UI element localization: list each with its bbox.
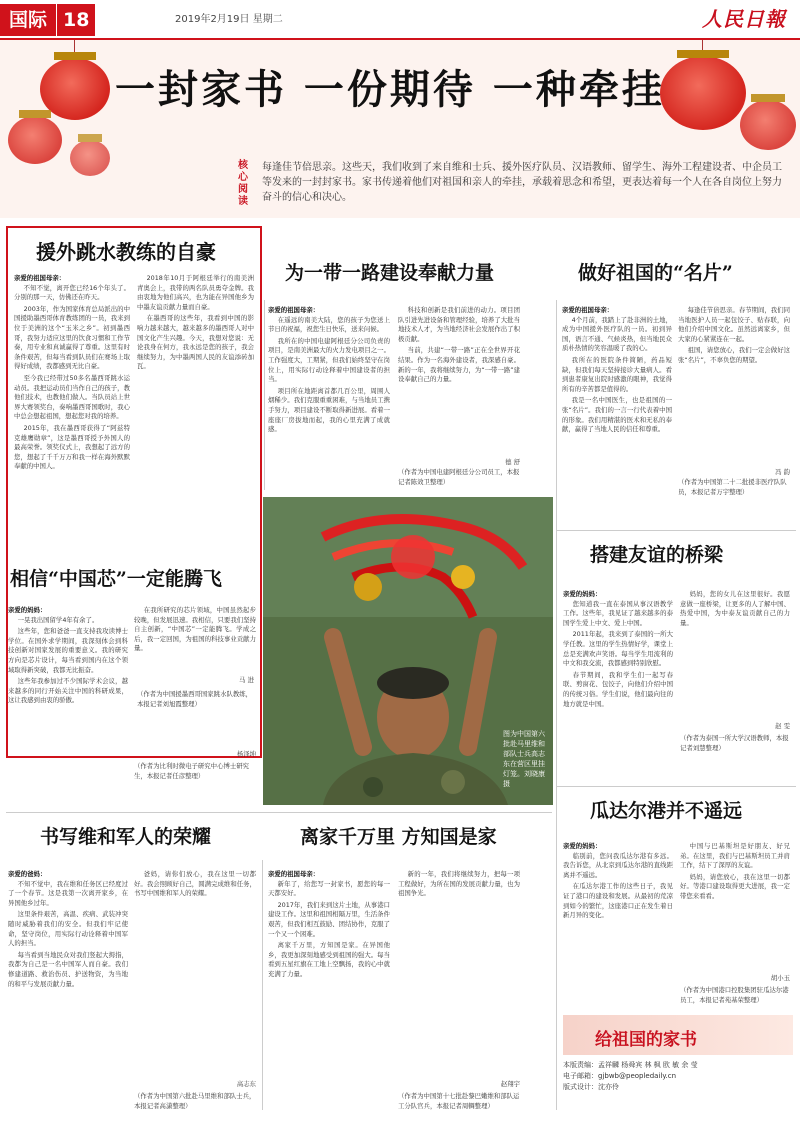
headline-a8: 瓜达尔港并不遥远 [590, 800, 743, 822]
paragraph: 当前，共建“一带一路”正在全世界开花结果。作为一名海外建设者，我深感自豪。新的一年，我将继续努力，为“一带一路”建设奉献自己的力量。 [398, 346, 520, 384]
paragraph: 2018年10月于阿根廷举行的南美洲青奥会上，我带的两名队员勇夺金牌。我由衷地为他们高兴，也为能在异国他乡为中墨友谊贡献力量而自豪。 [137, 274, 254, 311]
article-a3-col2 [678, 306, 790, 468]
paragraph: 每当看到当地民众对我们竖起大拇指，我都为自己是一名中国军人而自豪。我们修建道路、救治伤员、护送物资，为当地的和平与发展贡献力量。 [8, 950, 128, 988]
author-note: （作者为中国港口控股集团驻瓜达尔港员工，本报记者苑基荣整理） [680, 986, 789, 1004]
article-a8-col1 [563, 842, 673, 1012]
salutation: 亲爱的妈妈： [8, 606, 47, 614]
headline-a5: 搭建友谊的桥梁 [590, 544, 724, 566]
paragraph: 每逢佳节倍思亲。春节期间，我们同当地医护人员一起包饺子、贴春联，向他们介绍中国文化。虽然远离家乡，但大家的心紧紧连在一起。 [678, 306, 790, 343]
paragraph: 2003年，作为国家体育总局派出的中国援助墨西哥体育教练团的一员，我来到位于美洲的这个“玉米之乡”。初到墨西哥，我努力适应这里的饮食习惯和工作节奏，用专业和真诚赢得了尊重。这里有时条件艰苦，但每当看到队员们在赛场上取得好成绩，我都感到无比自豪。 [14, 304, 130, 371]
row-divider [6, 812, 552, 813]
issue-date: 2019年2月19日 星期二 [175, 14, 283, 25]
author-note: （作者为中国援墨西哥国家跳水队教练，本报记者刘旭霞整理） [137, 690, 253, 708]
paragraph: 在瓜达尔港工作的这些日子，我见证了港口的建设和发展。从最初的荒凉到如今的繁忙，这座港口正在发生着日新月异的变化。 [563, 882, 673, 920]
paragraph: 2011年起，我来到了泰国的一所大学任教。这里的学生热情好学，课堂上总是充满欢声笑语。每当学生用流利的中文和我交流，我都感到特别欣慰。 [563, 630, 673, 668]
article-a7-col1 [268, 870, 390, 1110]
paragraph: 2017年，我们来到这片土地，从事港口建设工作。这里和祖国相隔万里，生活条件艰苦，但我们相互鼓励、团结协作，克服了一个又一个困难。 [268, 900, 390, 938]
lantern-decoration [8, 116, 62, 164]
article-a2-col2 [398, 306, 520, 456]
headline-a1: 援外跳水教练的自豪 [36, 240, 216, 264]
headline-a4: 相信“中国芯”一定能腾飞 [10, 568, 222, 590]
lantern-decoration [660, 56, 746, 130]
paragraph: 这些年，您和爸爸一直支持我攻读博士学位。在国外求学期间，我深刻体会到科技创新对国家发展的重要意义。我的研究方向是芯片设计，每当看到国内在这个领域取得新突破，我都无比振奋。 [8, 627, 128, 674]
article-a3-col1 [562, 306, 672, 492]
salutation: 亲爱的祖国母亲： [562, 306, 614, 314]
lantern-decoration [70, 140, 110, 176]
paragraph: 新年了，给您写一封家书，愿您的每一天都安好。 [268, 879, 390, 898]
paragraph: 项目所在地距离首都几百公里，周围人烟稀少。我们克服重重困难，与当地员工携手努力，项目建设不断取得新进展。看着一座座厂房拔地而起，我的心里充满了成就感。 [268, 386, 390, 434]
article-a6-col1 [8, 870, 128, 1110]
paragraph: 中国与巴基斯坦是好朋友、好兄弟。在这里，我们与巴基斯坦员工并肩工作，结下了深厚的友谊。 [680, 842, 790, 870]
article-a2-col1 [268, 306, 390, 478]
article-a5-col2 [680, 590, 790, 716]
lead-paragraph: 每逢佳节倍思亲。这些天，我们收到了来自维和士兵、援外医疗队员、汉语教师、留学生、海外工程建设者、中企员工等发来的一封封家书。家书传递着他们对祖国和亲人的牵挂，承载着思念和希望，更表达着每一个人在各自岗位上努力奋斗的信心和决心。 [262, 162, 782, 203]
column-divider [556, 300, 557, 1110]
footer-banner-label: 给祖国的家书 [595, 1030, 697, 1050]
credit-line: 电子邮箱：gjbwb@peopledaily.cn [563, 1072, 677, 1080]
editor-credits [563, 1060, 793, 1093]
paragraph: 新的一年，我们将继续努力，把每一项工程做好，为所在国的发展贡献力量，也为祖国争光。 [398, 870, 520, 898]
paragraph: 这里条件艰苦，高温、疾病、武装冲突随时威胁着我们的安全。但我们牢记使命，坚守岗位，用实际行动诠释着中国军人的担当。 [8, 910, 128, 948]
paragraph: 在我所研究的芯片领域，中国虽然起步较晚，但发展迅速。我相信，只要我们坚持自主创新，“中国芯”一定能腾飞。学成之后，我一定回国，为祖国的科技事业贡献力量。 [134, 606, 256, 653]
paragraph: 不知不觉，离开您已经16个年头了。分别的那一天，仿佛还在昨天。 [14, 283, 130, 302]
paragraph: 不知不觉中，我在维和任务区已经度过了一个春节。这是我第一次离开家乡，在异国他乡过年。 [8, 879, 128, 907]
footer-banner [563, 1015, 793, 1055]
credit-line: 本版责编：孟祥麟 杨舜宾 林 枫 欧 敏 余 莹 [563, 1061, 698, 1069]
signature: 高志东 [236, 1080, 256, 1088]
paragraph: 4个月前，我踏上了赴非洲的土地，成为中国援外医疗队的一员。初到异国，语言不通、气候炎热，但当地民众质朴热情的笑容温暖了我的心。 [562, 315, 672, 353]
paragraph: 妈妈，您的女儿在这里很好。我愿意做一座桥梁，让更多的人了解中国、热爱中国，为中泰友谊贡献自己的力量。 [680, 590, 790, 627]
author-note: （作者为中国第十七批赴黎巴嫩维和部队运工分队官兵，本报记者周輖整理） [398, 1092, 520, 1110]
page-header [0, 0, 95, 40]
column-divider [264, 300, 265, 490]
salutation: 亲爱的妈妈： [563, 842, 602, 850]
row-divider [556, 786, 796, 787]
signature: 德 舒 [505, 458, 520, 466]
author-note: （作者为中国第二十二批援非医疗队队员，本报记者万宇整理） [678, 478, 787, 496]
article-a4-col1 [8, 606, 128, 812]
row-divider [556, 530, 796, 531]
salutation: 亲爱的祖国母亲： [268, 870, 320, 878]
paragraph: 妈妈，请您放心，我在这里一切都好。等港口建设取得更大进展，我一定带您来看看。 [680, 872, 790, 900]
paragraph: 至今我已经带过50多名墨西哥跳水运动员。我把运动员们当作自己的孩子，教他们技术，也教他们做人。当队员站上世界大赛领奖台，奏响墨西哥国歌时，我心中总会想起祖国，想起您对我的培养。 [14, 373, 130, 421]
article-a4-col2 [134, 606, 256, 746]
article-a5-col1 [563, 590, 673, 790]
core-reading-label: 核心阅读 [238, 160, 248, 207]
author-note: （作者为中国电建阿根廷分公司员工，本报记者陈效卫整理） [398, 468, 520, 486]
salutation: 亲爱的祖国母亲： [268, 306, 320, 314]
author-note: （作者为中国第六批赴马里维和部队士兵，本报记者高潇整理） [134, 1092, 256, 1110]
article-a7-col2 [398, 870, 520, 1076]
photo-caption: 图为中国第六批赴马里维和部队士兵高志东在营区里挂灯笼。刘晓康摄 [503, 730, 545, 788]
lantern-decoration [740, 100, 796, 150]
page-title: 一封家书 一份期待 一种牵挂 [115, 66, 665, 113]
paragraph: 您知道我一直在泰国从事汉语教学工作。这些年，我见证了越来越多的泰国学生爱上中文、爱上中国。 [563, 599, 673, 627]
paragraph: 我所在的中国电建阿根廷分公司负责的项目，是南美洲最大的火力发电项目之一。工作强度大，工期紧，但我们始终坚守在岗位上，用实际行动诠释着中国建设者的担当。 [268, 336, 390, 384]
signature: 胡小玉 [770, 974, 790, 982]
article-a8-col2 [680, 842, 790, 972]
headline-a2: 为一带一路建设奉献力量 [285, 262, 495, 284]
paragraph: 2015年，我在墨西哥获得了“阿兹特克雄鹰勋章”，这是墨西哥授予外国人的最高荣誉。领奖仪式上，我想起了远方的您，想起了千千万万和我一样在海外默默奉献的中国人。 [14, 423, 130, 471]
headline-a3: 做好祖国的“名片” [578, 262, 733, 284]
headline-a6: 书写维和军人的荣耀 [40, 826, 212, 848]
paragraph: 在遥远的南美大陆，您的孩子为您送上节日的祝福，祝您生日快乐，送来问候。 [268, 315, 390, 334]
column-divider [262, 860, 263, 1110]
signature: 赵翔宇 [500, 1080, 520, 1088]
paragraph: 春节期间，我和学生们一起写春联、剪窗花、包饺子，向他们介绍中国的传统习俗。学生们说，他们最向往的地方就是中国。 [563, 670, 673, 708]
paragraph: 离家千万里，方知国是家。在异国他乡，我更加深刻地感受到祖国的强大。每当看到五星红旗在工地上空飘扬，我的心中就充满了力量。 [268, 941, 390, 978]
page-number: 18 [57, 4, 95, 36]
author-note: （作者为比利时微电子研究中心博士研究生，本报记者任彦整理） [134, 762, 250, 780]
soldier-photo [263, 497, 553, 805]
paragraph: 这些年我参加过不少国际学术会议，越来越多的同行开始关注中国的科研成果，这让我感到由衷的骄傲。 [8, 677, 128, 705]
newspaper-logo: 人民日報 [702, 7, 786, 31]
salutation: 亲爱的祖国母亲： [14, 274, 66, 282]
signature: 冯 韵 [775, 468, 790, 476]
paragraph: 我是一名中国医生，也是祖国的一张“名片”。我们的一言一行代表着中国的形象。我们用精湛的医术和无私的奉献，赢得了当地人民的信任和尊重。 [562, 396, 672, 434]
paragraph: 一晃我出国留学4年有余了。 [17, 615, 99, 624]
headline-a7: 离家千万里 方知国是家 [300, 826, 497, 848]
salutation: 亲爱的妈妈： [563, 590, 602, 598]
article-a6-col2 [134, 870, 256, 1076]
section-label: 国际 [0, 4, 56, 36]
credit-line: 版式设计：沈亦伶 [563, 1083, 619, 1091]
paragraph: 祖国，请您放心，我们一定会做好这张“名片”，不辜负您的期望。 [678, 346, 790, 364]
paragraph: 爸妈，请你们放心，我在这里一切都好。我会照顾好自己，圆满完成维和任务，书写中国维和军人的荣耀。 [134, 870, 256, 898]
paragraph: 在墨西哥的这些年，我看到中国的影响力越来越大，越来越多的墨西哥人对中国文化产生兴趣。今天，我想对您说：无论我身在何方，我永远是您的孩子，我会继续努力，为中墨两国人民的友谊添砖加瓦。 [137, 314, 254, 371]
author-note: （作者为泰国一所大学汉语教师，本报记者刘慧整理） [680, 734, 789, 752]
signature: 赵 雯 [775, 722, 790, 730]
signature: 杨泽坤 [236, 750, 256, 758]
salutation: 亲爱的爸妈： [8, 870, 47, 878]
paragraph: 临别前，您问我瓜达尔港有多远。我告诉您，从北京到瓜达尔港的直线距离并不遥远。 [563, 851, 673, 879]
paragraph: 科技和创新是我们前进的动力。项目团队引进先进设备和管理经验，培养了大批当地技术人才，为当地经济社会发展作出了积极贡献。 [398, 306, 520, 343]
signature: 马 进 [239, 676, 254, 684]
paragraph: 我所在的医院条件简陋，药品短缺，但我们每天坚持接诊大量病人。看到患者康复出院时感激的眼神，我觉得所有的辛苦都是值得的。 [562, 355, 672, 393]
